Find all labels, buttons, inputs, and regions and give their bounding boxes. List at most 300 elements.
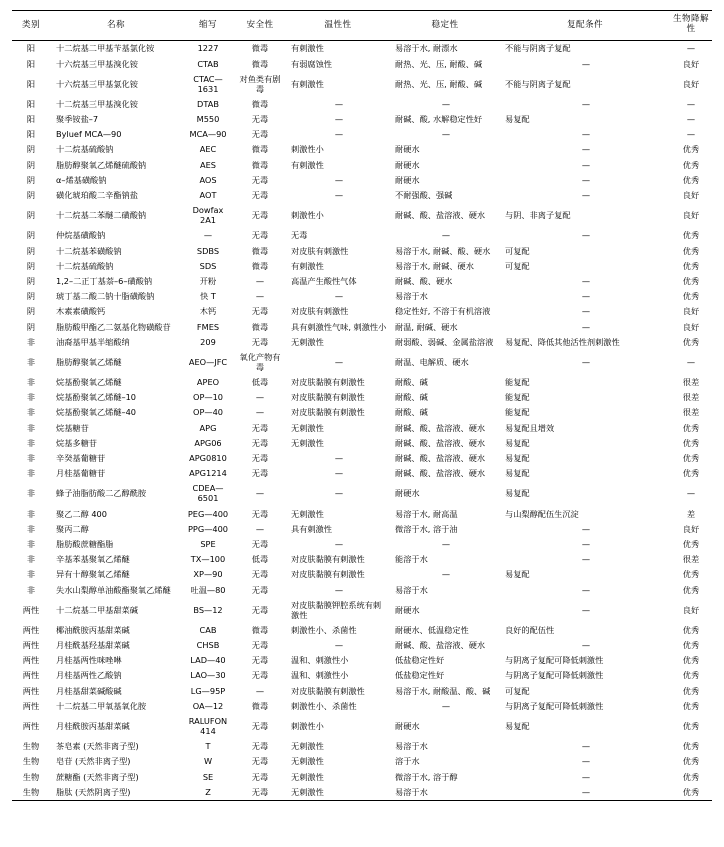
cell-safety: — (255, 275, 265, 286)
cell-mildness: 对皮肤黏膜有刺激性 (291, 569, 365, 580)
cell-biodegradability: 优秀 (682, 584, 700, 595)
cell-biodegradability: 优秀 (682, 655, 700, 666)
cell-biodegradability: 优秀 (682, 569, 700, 580)
cell-biodegradability: 优秀 (682, 700, 700, 711)
cell-safety: 无毒 (251, 336, 269, 347)
cell-stability: 易溶于水 (395, 291, 428, 302)
cell-mildness: — (334, 488, 344, 499)
cell-safety: 低毒 (251, 554, 269, 565)
cell-stability: 耐硬水 (395, 604, 420, 615)
cell-compounding: — (581, 604, 591, 615)
cell-abbr: LAD—40 (190, 655, 226, 666)
cell-compounding: 易复配 (505, 114, 530, 125)
cell-stability: 耐硬水 (395, 721, 420, 732)
cell-category: 两性 (22, 670, 40, 681)
cell-biodegradability: — (686, 114, 696, 125)
column-header-name: 名称 (50, 11, 182, 41)
cell-category: 两性 (22, 655, 40, 666)
cell-biodegradability: 优秀 (682, 437, 700, 448)
table-row (12, 172, 712, 187)
cell-stability: 易溶于水, 耐酸温、酸、碱 (395, 685, 491, 696)
cell-category: 非 (26, 554, 36, 565)
cell-biodegradability: 优秀 (670, 784, 712, 801)
cell-abbr: W (203, 756, 213, 767)
cell-biodegradability: 优秀 (682, 159, 700, 170)
cell-category: 非 (26, 377, 36, 388)
cell-mildness: — (334, 291, 344, 302)
table-row (12, 784, 712, 801)
cell-mildness: 无刺激性 (291, 437, 324, 448)
cell-category: 非 (26, 538, 36, 549)
cell-biodegradability: 优秀 (682, 291, 700, 302)
cell-stability: — (441, 538, 451, 549)
cell-biodegradability: 优秀 (682, 741, 700, 752)
cell-biodegradability: 很差 (682, 377, 700, 388)
cell-category: 非 (26, 569, 36, 580)
cell-safety: 无毒 (251, 210, 269, 221)
table-row (12, 127, 712, 142)
cell-safety: 微毒 (251, 144, 269, 155)
cell-name: 仲烷基磺酸钠 (56, 230, 106, 241)
cell-stability: — (441, 569, 451, 580)
cell-safety: 无毒 (251, 174, 269, 185)
cell-compounding: — (581, 554, 591, 565)
cell-compounding: — (581, 129, 591, 140)
cell-biodegradability: 优秀 (682, 260, 700, 271)
cell-stability: 耐碱、酸、盐溶液、硬水 (395, 468, 486, 479)
column-header-abbr: 缩写 (182, 11, 234, 41)
cell-mildness: 具有刺激性 (291, 523, 332, 534)
cell-category: 两性 (22, 604, 40, 615)
cell-mildness: 无刺激性 (291, 336, 324, 347)
cell-safety: 无毒 (251, 640, 269, 651)
cell-stability: 耐酸、碱 (395, 392, 428, 403)
cell-compounding: — (581, 159, 591, 170)
table-row (12, 466, 712, 481)
cell-category: 阴 (26, 321, 36, 332)
cell-stability: 耐酸、碱 (395, 377, 428, 388)
cell-mildness: 无刺激性 (286, 784, 390, 801)
cell-safety: 微毒 (251, 260, 269, 271)
cell-mildness: 刺激性小、杀菌性 (291, 624, 357, 635)
cell-stability: 能溶于水 (395, 554, 428, 565)
cell-name: 月桂基甜菜碱酸碱 (56, 685, 122, 696)
cell-name: 脂肪酸甲酯乙二氨基化物磺酸苷 (56, 321, 171, 332)
cell-abbr: 开粉 (199, 275, 217, 286)
cell-category: 非 (26, 488, 36, 499)
cell-category: 两性 (22, 685, 40, 696)
cell-safety: 微毒 (251, 98, 269, 109)
cell-category: 阳 (26, 78, 36, 89)
cell-name: 烷基糖苷 (56, 422, 89, 433)
column-header-mildness: 温性性 (286, 11, 390, 41)
cell-category: 非 (26, 468, 36, 479)
cell-stability: 易溶于水, 耐碱、硬水 (395, 260, 474, 271)
cell-mildness: 无刺激性 (291, 422, 324, 433)
cell-compounding: — (581, 584, 591, 595)
cell-name: 十二烷基硫酸钠 (56, 260, 114, 271)
table-row (12, 56, 712, 71)
table-body (12, 40, 712, 801)
cell-category: 非 (26, 422, 36, 433)
cell-category: 非 (26, 356, 36, 367)
cell-mildness: 具有刺激性气味, 刺激性小 (291, 321, 387, 332)
cell-category: 阴 (26, 144, 36, 155)
cell-abbr: T (205, 741, 211, 752)
cell-compounding: 不能与阴离子复配 (505, 78, 571, 89)
cell-category: 非 (26, 437, 36, 448)
cell-compounding: 易复配 (505, 569, 530, 580)
cell-stability: 易溶于水, 耐漂水 (395, 43, 458, 54)
cell-safety: 无毒 (234, 784, 286, 801)
cell-compounding: 与阴、非离子复配 (505, 210, 571, 221)
table-row (12, 71, 712, 96)
table-row (12, 405, 712, 420)
table-row (12, 713, 712, 738)
cell-stability: 耐热、光、压, 耐酸、碱 (395, 58, 483, 69)
cell-compounding: 与山梨醇配伍生沉淀 (505, 508, 579, 519)
cell-abbr: AEO—JFC (188, 356, 228, 367)
table-row (12, 582, 712, 597)
table-row (12, 420, 712, 435)
cell-compounding: 易复配 (505, 453, 530, 464)
cell-name: 辛基苯基聚氧乙烯醚 (56, 554, 130, 565)
cell-compounding: — (581, 275, 591, 286)
cell-safety: — (255, 488, 265, 499)
cell-compounding: 能复配 (505, 392, 530, 403)
cell-biodegradability: 优秀 (682, 721, 700, 732)
cell-biodegradability: 良好 (682, 78, 700, 89)
cell-compounding: 能复配 (505, 377, 530, 388)
cell-mildness: — (334, 468, 344, 479)
cell-mildness: 有刺激性 (291, 159, 324, 170)
cell-compounding: 不能与阴离子复配 (505, 43, 571, 54)
cell-biodegradability: — (686, 98, 696, 109)
cell-category: 阳 (26, 129, 36, 140)
table-row (12, 289, 712, 304)
cell-safety: 无毒 (251, 721, 269, 732)
cell-safety: 微毒 (251, 321, 269, 332)
cell-mildness: 无毒 (291, 230, 308, 241)
cell-mildness: — (334, 114, 344, 125)
cell-name: 脂肽 (天然阴离子型) (50, 784, 182, 801)
cell-stability: 易溶于水 (395, 741, 428, 752)
cell-compounding: — (581, 291, 591, 302)
cell-name: 烷基酚聚氧乙烯醚–40 (56, 407, 137, 418)
cell-stability: 溶于水 (395, 756, 420, 767)
cell-biodegradability: — (686, 488, 696, 499)
cell-stability: 耐碱、酸、盐溶液、硬水 (395, 422, 486, 433)
cell-mildness: 刺激性小 (291, 721, 324, 732)
cell-biodegradability: 很差 (682, 407, 700, 418)
table-row (12, 567, 712, 582)
cell-abbr: DTAB (197, 98, 219, 109)
cell-abbr: APG06 (194, 437, 222, 448)
cell-abbr: OA—12 (192, 700, 224, 711)
cell-compounding: — (581, 640, 591, 651)
cell-mildness: 有刺激性 (291, 78, 324, 89)
cell-abbr: AOT (199, 190, 217, 201)
cell-abbr: APG1214 (189, 468, 227, 479)
cell-biodegradability: 优秀 (682, 230, 700, 241)
cell-category: 非 (26, 584, 36, 595)
cell-compounding: 易复配 (505, 721, 530, 732)
cell-name: 烷基酚聚氧乙烯醚–10 (56, 392, 137, 403)
cell-stability: — (441, 129, 451, 140)
table-row (12, 157, 712, 172)
cell-abbr: M550 (196, 114, 220, 125)
table-row (12, 622, 712, 637)
cell-biodegradability: 优秀 (682, 640, 700, 651)
cell-abbr: SDBS (196, 245, 220, 256)
cell-abbr: 快 T (200, 291, 216, 302)
cell-biodegradability: 优秀 (682, 756, 700, 767)
cell-category: 两性 (22, 721, 40, 732)
cell-stability: 稳定性好, 不溶于有机溶液 (395, 306, 491, 317)
table-row (12, 112, 712, 127)
cell-name: α–烯基磺酸钠 (56, 174, 107, 185)
cell-biodegradability: 很差 (682, 554, 700, 565)
cell-abbr: APEO (196, 377, 220, 388)
cell-stability: 微溶于水, 溶于醇 (395, 771, 458, 782)
cell-mildness: — (334, 129, 344, 140)
cell-safety: 无毒 (251, 771, 269, 782)
cell-safety: — (255, 523, 265, 534)
cell-compounding: 能复配 (505, 407, 530, 418)
cell-name: 烷基酚聚氧乙烯醚 (56, 377, 122, 388)
cell-biodegradability: 良好 (682, 604, 700, 615)
cell-safety: 无毒 (251, 453, 269, 464)
cell-biodegradability: 良好 (682, 58, 700, 69)
cell-safety: 无毒 (251, 604, 269, 615)
table-row (12, 304, 712, 319)
column-header-biodegradability: 生物降解性 (670, 11, 712, 41)
cell-stability: 耐温、电解质、硬水 (395, 356, 469, 367)
cell-biodegradability: 差 (686, 508, 696, 519)
cell-compounding: 易复配、降低其他活性剂刺激性 (505, 336, 620, 347)
cell-mildness: — (334, 356, 344, 367)
cell-compounding: 可复配 (505, 260, 530, 271)
cell-biodegradability: 优秀 (682, 453, 700, 464)
cell-name: 烷基多糖苷 (56, 437, 97, 448)
cell-compounding: — (581, 771, 591, 782)
cell-name: 十二烷基二甲基苄基氯化铵 (56, 43, 155, 54)
surfactant-table (12, 10, 712, 801)
table-row (12, 243, 712, 258)
cell-mildness: 无刺激性 (291, 741, 324, 752)
cell-safety: 无毒 (251, 670, 269, 681)
cell-name: 皂苷 (天然非离子型) (56, 756, 131, 767)
cell-category: 非 (26, 508, 36, 519)
cell-biodegradability: 优秀 (682, 624, 700, 635)
table-header (12, 11, 712, 41)
cell-category: 阴 (26, 174, 36, 185)
cell-safety: — (255, 392, 265, 403)
cell-name: 十二烷基二甲氧基氧化胺 (56, 700, 147, 711)
table-row (12, 668, 712, 683)
cell-safety: — (255, 685, 265, 696)
cell-name: 木素素磺酸钙 (56, 306, 106, 317)
cell-mildness: — (334, 98, 344, 109)
table-row (12, 96, 712, 111)
cell-category: 生物 (22, 741, 40, 752)
cell-stability: 不耐强酸、强碱 (395, 190, 453, 201)
cell-abbr: AES (200, 159, 216, 170)
cell-name: 十二烷基苯磺酸钠 (56, 245, 122, 256)
cell-mildness: 温和、刺激性小 (291, 655, 349, 666)
cell-compounding: 易复配 (505, 468, 530, 479)
cell-name: 茶皂素 (天然非离子型) (56, 741, 139, 752)
cell-stability: 耐热、光、压, 耐酸、碱 (395, 78, 483, 89)
cell-safety: 无毒 (251, 655, 269, 666)
table-row (12, 754, 712, 769)
cell-mildness: — (334, 174, 344, 185)
cell-abbr: MCA—90 (189, 129, 227, 140)
cell-name: 磺化琥珀酸二辛酯钠盐 (56, 190, 138, 201)
cell-safety: 微毒 (251, 58, 269, 69)
cell-biodegradability: 优秀 (682, 685, 700, 696)
table-row (12, 273, 712, 288)
cell-stability: 耐酸、碱 (395, 407, 428, 418)
cell-compounding: 易复配 (505, 488, 530, 499)
cell-abbr: CAB (199, 624, 217, 635)
cell-category: 阳 (26, 114, 36, 125)
cell-category: 阴 (26, 275, 36, 286)
cell-compounding: 易复配 (505, 437, 530, 448)
cell-safety: 无毒 (251, 741, 269, 752)
cell-abbr: 吐温—80 (190, 584, 226, 595)
cell-safety: 微毒 (251, 43, 269, 54)
cell-safety: 无毒 (251, 114, 269, 125)
cell-stability: — (441, 700, 451, 711)
cell-safety: 无毒 (251, 584, 269, 595)
cell-abbr: FMES (196, 321, 220, 332)
cell-name: 脂肪醇聚氧乙烯醚 (56, 356, 122, 367)
table-row (12, 769, 712, 784)
cell-stability: — (441, 98, 451, 109)
cell-mildness: 对皮肤黏膜钾腔系统有刺激性 (291, 599, 382, 620)
table-row (12, 683, 712, 698)
cell-name: 脂肪醇聚氧乙烯醚硫酸钠 (56, 159, 147, 170)
table-row (12, 739, 712, 754)
cell-name: 月桂酰基羟基甜菜碱 (56, 640, 130, 651)
cell-abbr: TX—100 (190, 554, 226, 565)
cell-stability: 耐硬水 (395, 174, 420, 185)
cell-mildness: — (334, 538, 344, 549)
cell-stability: 低盐稳定性好 (395, 655, 445, 666)
cell-name: 月桂基葡糖苷 (56, 468, 106, 479)
cell-safety: 微毒 (251, 245, 269, 256)
cell-mildness: 对皮肤黏膜有刺激性 (291, 685, 365, 696)
cell-safety: 无毒 (251, 756, 269, 767)
cell-category: 阴 (26, 230, 36, 241)
cell-stability: 耐碱、酸、盐溶液、硬水 (395, 210, 486, 221)
cell-mildness: 对皮肤黏膜有刺激性 (291, 377, 365, 388)
cell-name: 蔗糖酯 (天然非离子型) (56, 771, 139, 782)
cell-abbr: OP—10 (193, 392, 223, 403)
cell-safety: 无毒 (251, 538, 269, 549)
cell-biodegradability: — (686, 43, 696, 54)
cell-stability: — (441, 230, 451, 241)
cell-mildness: — (334, 190, 344, 201)
cell-category: 阳 (26, 98, 36, 109)
cell-compounding: 良好的配伍性 (505, 624, 555, 635)
cell-category: 阴 (26, 159, 36, 170)
cell-name: 1,2–二正丁基萘–6–磺酸钠 (56, 275, 153, 286)
cell-biodegradability: 良好 (682, 190, 700, 201)
cell-safety: 低毒 (251, 377, 269, 388)
cell-name: 聚季铵盐–7 (56, 114, 99, 125)
cell-compounding: — (581, 174, 591, 185)
table-row (12, 536, 712, 551)
cell-compounding: — (581, 538, 591, 549)
cell-safety: 无毒 (251, 306, 269, 317)
cell-compounding: — (581, 144, 591, 155)
column-header-compounding: 复配条件 (500, 11, 670, 41)
cell-safety: 无毒 (251, 569, 269, 580)
cell-category: 阴 (26, 291, 36, 302)
cell-abbr: PEG—400 (187, 508, 229, 519)
cell-safety: 微毒 (251, 159, 269, 170)
cell-abbr: CDEA—6501 (192, 483, 224, 504)
cell-abbr: CHSB (196, 640, 220, 651)
cell-category: 非 (26, 523, 36, 534)
cell-compounding: — (581, 741, 591, 752)
cell-safety: 氧化产物有毒 (239, 351, 281, 372)
cell-name: 月桂基两性咪唑啉 (56, 655, 122, 666)
cell-biodegradability: 良好 (682, 210, 700, 221)
cell-name: 脂肪酸蔗糖酯脂 (56, 538, 114, 549)
cell-compounding: 可复配 (505, 685, 530, 696)
cell-mildness: 无刺激性 (291, 508, 324, 519)
cell-mildness: 刺激性小、杀菌性 (291, 700, 357, 711)
cell-mildness: — (334, 640, 344, 651)
cell-compounding: — (581, 756, 591, 767)
cell-mildness: 对皮肤黏膜有刺激性 (291, 407, 365, 418)
cell-stability: 易溶于水, 耐碱、酸、硬水 (395, 245, 491, 256)
table-row (12, 187, 712, 202)
column-header-safety: 安全性 (234, 11, 286, 41)
cell-mildness: — (334, 453, 344, 464)
cell-name: 十六烷基三甲基氯化铵 (56, 78, 138, 89)
cell-stability: 耐硬水 (395, 144, 420, 155)
cell-category: 两性 (22, 624, 40, 635)
table-row (12, 638, 712, 653)
cell-biodegradability: 优秀 (682, 771, 700, 782)
table-row (12, 653, 712, 668)
cell-abbr: LAO—30 (190, 670, 226, 681)
cell-abbr: SE (202, 771, 214, 782)
table-row (12, 203, 712, 228)
cell-name: 十二烷基二甲基甜菜碱 (56, 604, 138, 615)
cell-stability: 易溶于水 (395, 584, 428, 595)
table-row (12, 319, 712, 334)
table-row (12, 40, 712, 56)
cell-abbr: APG (199, 422, 217, 433)
cell-category: 两性 (22, 640, 40, 651)
cell-safety: 无毒 (251, 129, 269, 140)
cell-mildness: 无刺激性 (291, 771, 324, 782)
cell-category: 阴 (26, 306, 36, 317)
cell-safety: 无毒 (251, 230, 269, 241)
cell-abbr: SPE (200, 538, 216, 549)
cell-abbr: 209 (200, 336, 216, 347)
cell-mildness: 对皮肤黏膜有刺激性 (291, 554, 365, 565)
cell-mildness: 有刺激性 (291, 260, 324, 271)
cell-stability: 易溶于水, 耐高温 (395, 508, 458, 519)
cell-mildness: 有弱腐蚀性 (291, 58, 332, 69)
cell-biodegradability: 良好 (682, 321, 700, 332)
